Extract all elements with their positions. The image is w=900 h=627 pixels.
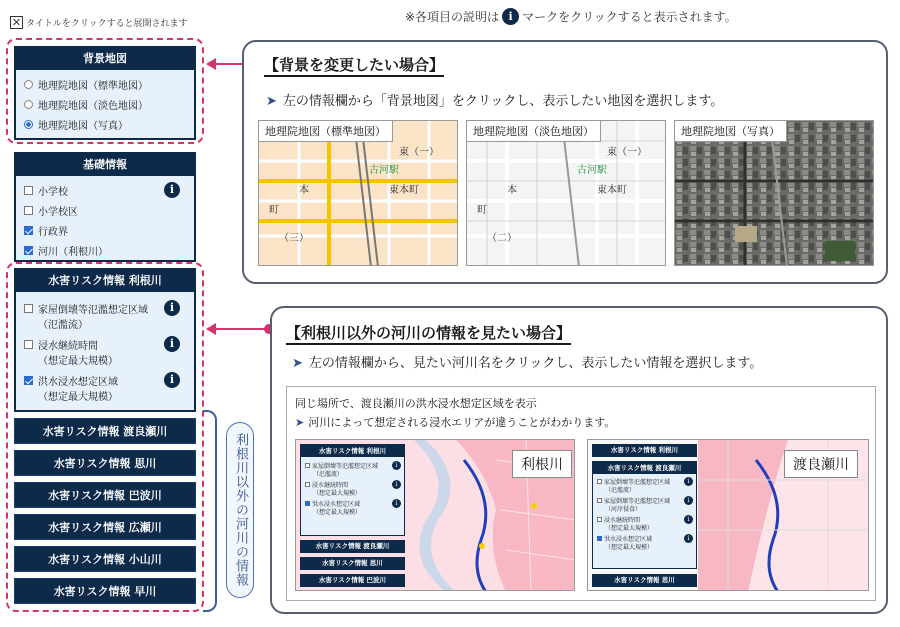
photo-map-image: [675, 121, 874, 266]
card1-title: 【背景を変更したい場合】: [264, 54, 444, 77]
connector-line: [214, 328, 268, 330]
base-item-boundary[interactable]: 行政界: [24, 220, 186, 240]
card-background-change: [242, 40, 888, 284]
example-title: 同じ場所で、渡良瀬川の洪水浸水想定区域を表示: [295, 397, 537, 410]
checkbox-checked-icon[interactable]: [24, 246, 33, 255]
risk-item-duration[interactable]: 浸水継続時間 i: [24, 334, 186, 354]
mini-item: 浸水継続時間 i: [593, 514, 696, 524]
toggle-label: タイトルをクリックすると展開されます: [26, 19, 188, 29]
mini-tone-panel: [300, 444, 405, 536]
info-icon: i: [684, 496, 693, 505]
river-button-hirose[interactable]: 水害リスク情報 広瀬川: [14, 514, 196, 540]
checkbox-icon: [597, 479, 602, 484]
map-text-three: （三）: [279, 233, 309, 244]
map-standard-label: 地理院地図（標準地図）: [259, 121, 393, 142]
map-photo-label: 地理院地図（写真）: [675, 121, 787, 142]
info-icon: i: [392, 480, 401, 489]
base-info-title[interactable]: 基礎情報: [16, 154, 194, 176]
standard-map-image: [259, 121, 458, 266]
mini-button-omoi: 水害リスク情報 思川: [592, 574, 697, 587]
example-tone-label: 利根川: [512, 450, 572, 478]
bg-option-standard[interactable]: 地理院地図（標準地図）: [24, 74, 186, 94]
mini-item: 家屋倒壊等氾濫想定区域 i: [301, 460, 404, 470]
mini-item: 洪水浸水想定区域 i: [301, 498, 404, 508]
river-button-watarase[interactable]: 水害リスク情報 渡良瀬川: [14, 418, 196, 444]
risk-item-flood[interactable]: 洪水浸水想定区域 i: [24, 370, 186, 390]
map-text-town2: 町: [477, 205, 487, 216]
map-text-east: 東: [399, 147, 409, 158]
checkbox-checked-icon: [597, 536, 602, 541]
checkbox-icon[interactable]: [24, 206, 33, 215]
risk-item-duration-sub: （想定最大規模）: [38, 356, 118, 367]
checkbox-icon: [305, 482, 310, 487]
map-pale: [466, 120, 666, 266]
map-text-one: （一）: [409, 147, 439, 158]
top-note-prefix: ※各項目の説明は: [405, 10, 500, 24]
bg-option-pale[interactable]: 地理院地図（淡色地図）: [24, 94, 186, 114]
info-icon: i: [502, 8, 519, 25]
info-icon[interactable]: i: [164, 182, 180, 198]
pale-map-image: [467, 121, 666, 266]
mini-item-sub: （想定最大規模）: [605, 544, 654, 551]
map-text-town: 本: [299, 185, 309, 196]
card2-desc: ➤ 左の情報欄から、見たい河川名をクリックし、表示したい情報を選択します。: [292, 356, 763, 371]
river-button-uzuma[interactable]: 水害リスク情報 巴波川: [14, 482, 196, 508]
toggle-row[interactable]: [10, 16, 187, 29]
risk-item-collapse-sub: （氾濫流）: [38, 320, 88, 331]
tone-risk-title[interactable]: 水害リスク情報 利根川: [16, 270, 194, 292]
map-text-town: 本: [507, 185, 517, 196]
river-bracket: [203, 410, 217, 612]
info-icon: i: [684, 534, 693, 543]
mini-item: 浸水継続時間 i: [301, 479, 404, 489]
checkbox-checked-icon: [305, 501, 310, 506]
info-icon: i: [684, 515, 693, 524]
risk-item-collapse[interactable]: 家屋倒壊等氾濫想定区域 i: [24, 298, 186, 318]
example-watarase-label: 渡良瀬川: [784, 450, 858, 478]
info-icon[interactable]: i: [164, 372, 180, 388]
mini-item: 家屋倒壊等氾濫想定区域 i: [593, 495, 696, 505]
map-text-east-town: 東本町: [597, 185, 627, 196]
example-watarase-map: [587, 439, 869, 591]
map-photo: [674, 120, 874, 266]
map-text-two: （二）: [487, 233, 517, 244]
top-note: [405, 8, 737, 25]
example-tone-map: [295, 439, 575, 591]
map-text-east-town: 東本町: [389, 185, 419, 196]
base-info-panel: [14, 152, 196, 262]
map-text-east: 東: [607, 147, 617, 158]
example-box: [286, 386, 876, 601]
mini-button-uzuma: 水害リスク情報 巴波川: [300, 574, 405, 587]
info-icon: i: [392, 499, 401, 508]
info-icon: i: [684, 477, 693, 486]
mini-item-sub: （想定最大規模）: [313, 490, 362, 497]
mini-watarase-panel: [592, 461, 697, 569]
base-item-river[interactable]: 河川（利根川）: [24, 240, 186, 260]
arrow-right-icon: ➤: [292, 356, 303, 371]
info-icon: i: [392, 461, 401, 470]
highlight-river-info: [6, 262, 204, 612]
base-item-school-district[interactable]: 小学校区: [24, 200, 186, 220]
mini-item-sub: （氾濫流）: [313, 471, 344, 478]
highlight-background-map: [6, 38, 204, 144]
mini-item: 家屋倒壊等氾濫想定区域 i: [593, 476, 696, 486]
checkbox-checked-icon[interactable]: [24, 226, 33, 235]
map-pale-label: 地理院地図（淡色地図）: [467, 121, 601, 142]
map-standard: [258, 120, 458, 266]
river-button-koyama[interactable]: 水害リスク情報 小山川: [14, 546, 196, 572]
mini-tone-title: 水害リスク情報 利根川: [301, 445, 404, 457]
mini-watarase-title: 水害リスク情報 渡良瀬川: [593, 462, 696, 474]
bg-option-photo[interactable]: 地理院地図（写真）: [24, 114, 186, 134]
top-note-suffix: マークをクリックすると表示されます。: [522, 10, 737, 24]
map-text-station: 古河駅: [369, 165, 399, 176]
mini-item-sub: （想定最大規模）: [313, 509, 362, 516]
checkbox-icon: [597, 517, 602, 522]
arrow-right-icon: ➤: [295, 416, 305, 429]
card1-desc: ➤ 左の情報欄から「背景地図」をクリックし、表示したい地図を選択します。: [266, 94, 724, 109]
mini-item: 洪水浸水想定区域 i: [593, 533, 696, 543]
risk-item-flood-sub: （想定最大規模）: [38, 392, 118, 403]
base-item-school[interactable]: 小学校 i: [24, 180, 186, 200]
mini-item-sub: （河岸侵食）: [605, 506, 642, 513]
map-text-town2: 町: [269, 205, 279, 216]
map-text-station: 古河駅: [577, 165, 607, 176]
close-icon[interactable]: ✕: [11, 16, 22, 29]
mini-button-tone: 水害リスク情報 利根川: [592, 444, 697, 457]
map-text-one: （一）: [617, 147, 647, 158]
mini-button-watarase: 水害リスク情報 渡良瀬川: [300, 540, 405, 553]
checkbox-icon: [305, 463, 310, 468]
mini-button-omoi: 水害リスク情報 思川: [300, 557, 405, 570]
checkbox-icon[interactable]: [24, 186, 33, 195]
arrow-right-icon: ➤: [266, 94, 277, 109]
background-map-title[interactable]: 背景地図: [16, 48, 194, 70]
example-sub: ➤ 河川によって想定される浸水エリアが違うことがわかります。: [295, 416, 616, 429]
side-label: 利根川以外の河川の情報: [226, 422, 254, 598]
info-icon[interactable]: i: [164, 336, 180, 352]
checkbox-icon: [597, 498, 602, 503]
info-icon[interactable]: i: [164, 300, 180, 316]
card2-title: 【利根川以外の河川の情報を見たい場合】: [286, 322, 571, 345]
river-button-haya[interactable]: 水害リスク情報 早川: [14, 578, 196, 604]
river-button-omoi[interactable]: 水害リスク情報 思川: [14, 450, 196, 476]
mini-item-sub: （想定最大規模）: [605, 525, 654, 532]
mini-item-sub: （氾濫流）: [605, 487, 636, 494]
